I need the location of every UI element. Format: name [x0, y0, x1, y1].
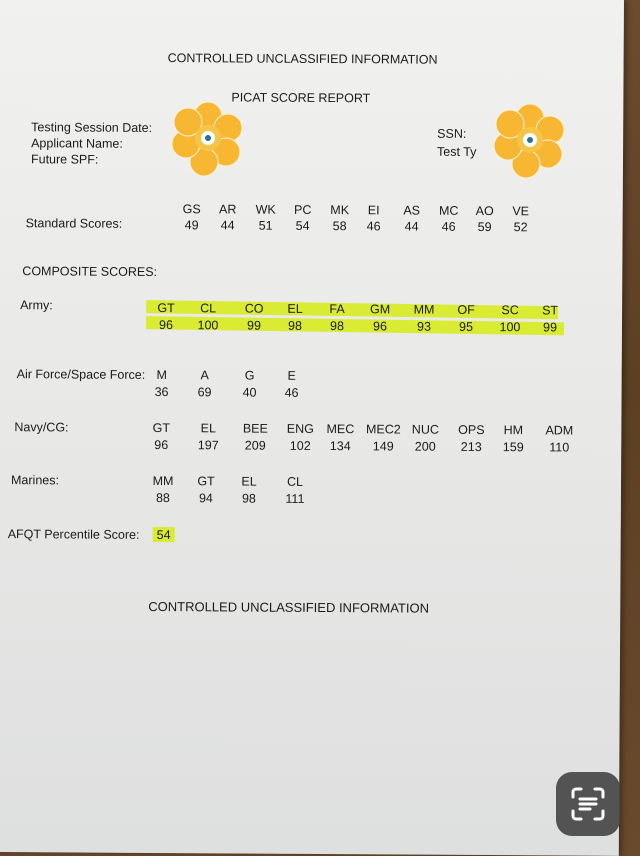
standard-score-ei: 46	[366, 219, 381, 234]
air-force-score-m: 36	[154, 384, 169, 400]
air-force-header-e: E	[287, 368, 296, 383]
army-header-cl: CL	[200, 301, 217, 316]
navy-header-eng: ENG	[286, 421, 314, 436]
army-score-mm: 93	[416, 319, 431, 334]
standard-header-mk: MK	[330, 203, 350, 218]
army-score-el: 98	[287, 318, 302, 333]
standard-scores-label: Standard Scores:	[25, 216, 123, 231]
text-scan-icon	[569, 785, 607, 823]
air-force-header-a: A	[200, 368, 209, 383]
standard-header-ar: AR	[218, 202, 237, 217]
army-score-fa: 98	[329, 319, 344, 334]
air-force-header-g: G	[244, 368, 255, 383]
army-header-gm: GM	[369, 302, 391, 317]
navy-score-adm: 110	[549, 440, 570, 455]
army-header-co: CO	[244, 301, 264, 316]
testing-session-date-label: Testing Session Date:	[31, 120, 153, 135]
marines-header-mm: MM	[152, 473, 174, 489]
navy-score-eng: 102	[289, 438, 311, 453]
marines-score-el: 98	[241, 491, 256, 506]
standard-header-as: AS	[403, 203, 421, 218]
standard-header-mc: MC	[438, 203, 459, 218]
standard-score-ar: 44	[220, 218, 235, 233]
standard-score-mk: 58	[332, 219, 347, 234]
cui-footer: CONTROLLED UNCLASSIFIED INFORMATION	[148, 598, 430, 616]
standard-score-mc: 46	[441, 219, 456, 234]
marines-header-cl: CL	[286, 474, 304, 489]
composite-scores-title: COMPOSITE SCORES:	[22, 264, 158, 280]
army-header-sc: SC	[501, 303, 519, 318]
army-header-el: EL	[287, 301, 303, 316]
army-header-mm: MM	[413, 302, 435, 317]
standard-score-gs: 49	[184, 218, 199, 233]
navy-score-hm: 159	[502, 440, 524, 455]
navy-header-adm: ADM	[545, 423, 574, 438]
navy-score-ops: 213	[460, 439, 482, 454]
navy-score-mec: 134	[329, 439, 351, 454]
air-force-label: Air Force/Space Force:	[16, 367, 146, 382]
standard-header-ve: VE	[512, 204, 530, 219]
marines-header-el: EL	[241, 474, 257, 489]
sticker-redaction-right	[490, 100, 570, 180]
navy-header-bee: BEE	[242, 421, 268, 436]
army-score-cl: 100	[197, 318, 219, 333]
army-score-st: 99	[542, 320, 557, 335]
text-scan-button[interactable]	[556, 772, 620, 836]
army-score-gm: 96	[372, 319, 387, 334]
navy-label: Navy/CG:	[14, 420, 69, 435]
marines-score-cl: 111	[285, 491, 305, 506]
report-title: PICAT SCORE REPORT	[231, 90, 371, 106]
cui-header: CONTROLLED UNCLASSIFIED INFORMATION	[167, 51, 438, 67]
air-force-header-m: M	[156, 367, 167, 383]
navy-header-ops: OPS	[458, 422, 485, 438]
standard-score-ve: 52	[513, 220, 528, 235]
navy-score-mec2: 149	[372, 439, 394, 454]
army-score-of: 95	[458, 319, 473, 334]
standard-score-ao: 59	[477, 219, 492, 235]
navy-header-el: EL	[200, 421, 217, 436]
standard-header-ao: AO	[475, 203, 494, 219]
army-header-gt: GT	[157, 301, 175, 316]
army-score-co: 99	[246, 318, 261, 333]
standard-header-wk: WK	[255, 202, 276, 217]
air-force-score-g: 40	[242, 385, 257, 400]
navy-header-gt: GT	[152, 420, 171, 436]
navy-header-mec: MEC	[326, 422, 355, 437]
afqt-label: AFQT Percentile Score:	[7, 527, 140, 542]
navy-score-bee: 209	[244, 438, 266, 453]
applicant-name-label: Applicant Name:	[31, 136, 123, 151]
army-header-st: ST	[542, 303, 559, 318]
army-header-of: OF	[457, 302, 475, 317]
navy-score-el: 197	[197, 438, 219, 453]
test-type-label: Test Ty	[437, 144, 477, 159]
standard-header-gs: GS	[182, 202, 201, 217]
ssn-label: SSN:	[437, 126, 467, 141]
standard-score-wk: 51	[258, 218, 273, 233]
marines-header-gt: GT	[197, 474, 215, 489]
future-spf-label: Future SPF:	[30, 152, 99, 167]
air-force-score-e: 46	[284, 385, 299, 400]
army-score-sc: 100	[499, 320, 521, 335]
marines-label: Marines:	[11, 473, 60, 488]
standard-score-pc: 54	[295, 218, 310, 233]
army-label: Army:	[20, 298, 53, 313]
afqt-value: 54	[156, 528, 171, 543]
navy-header-nuc: NUC	[411, 422, 439, 437]
army-header-fa: FA	[329, 302, 345, 317]
sticker-redaction-left	[168, 98, 248, 178]
navy-header-hm: HM	[503, 423, 524, 438]
navy-header-mec2: MEC2	[365, 422, 401, 437]
air-force-score-a: 69	[197, 385, 212, 400]
marines-score-mm: 88	[155, 490, 170, 506]
army-score-gt: 96	[158, 318, 173, 333]
navy-score-nuc: 200	[414, 439, 436, 454]
standard-header-pc: PC	[293, 202, 312, 217]
standard-header-ei: EI	[367, 203, 380, 218]
marines-score-gt: 94	[198, 491, 213, 506]
navy-score-gt: 96	[154, 437, 169, 453]
standard-score-as: 44	[404, 219, 419, 234]
